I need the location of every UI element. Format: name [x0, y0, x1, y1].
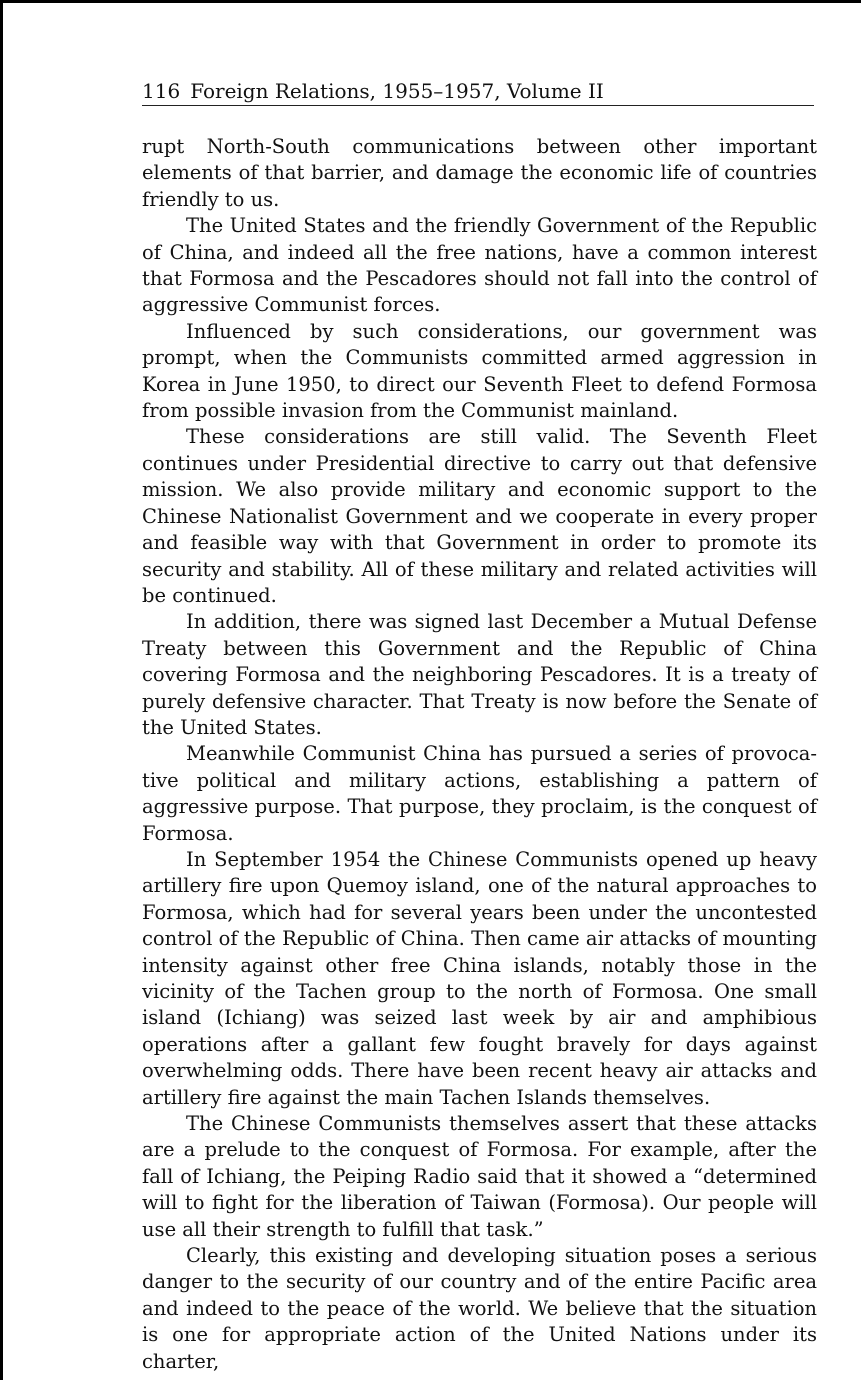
page-number: 116 — [142, 79, 181, 103]
running-title: Foreign Relations, 1955–1957, Volume II — [190, 79, 604, 103]
paragraph-prelude-to-conquest: The Chinese Communists themselves assert that these attacks are a prelude to the conquest of Formosa. For example, after the fall of Ichiang, the Peiping Radio said that it showed a “determined will to fight for the liberation of Taiwan (Formosa). Our people will use all their strength to fulfill that task.” — [142, 1112, 817, 1241]
paragraph-continuation: rupt North-South communications between other important elements of that barrier, and damage the economic life of countries friendly to us. — [142, 135, 817, 211]
paragraph-provocative-actions: Meanwhile Communist China has pursued a series of provocative political and military actions, establishing a pattern of aggressive purpose. That purpose, they proclaim, is the conquest of Formosa. — [142, 742, 817, 845]
paragraph-quemoy-attacks: In September 1954 the Chinese Communists opened up heavy artillery fire upon Quemoy island, one of the natural approaches to Formosa, which had for several years been under the uncontested control of the Republic of China. Then came air attacks of mounting intensity against other free China islands, notably those in the vicinity of the Tachen group to the north of Formosa. One small island (Ichiang) was seized last week by air and amphibious operations after a gallant few fought bravely for days against overwhelming odds. There have been recent heavy air attacks and artillery fire against the main Tachen Islands themselves. — [142, 847, 817, 1109]
running-header — [142, 79, 814, 106]
paragraph-common-interest: The United States and the friendly Government of the Republic of China, and indeed all the free nations, have a common interest that Formosa and the Pescadores should not fall into the control of aggressive Communist forces. — [142, 214, 817, 317]
paragraph-mutual-defense-treaty: In addition, there was signed last December a Mutual Defense Treaty between this Government and the Republic of China covering Formosa and the neighboring Pescadores. It is a treaty of purely defensive character. That Treaty is now before the Senate of the United States. — [142, 610, 817, 739]
body-text — [142, 134, 817, 1375]
paragraph-serious-danger: Clearly, this existing and developing situation poses a serious danger to the security of our country and of the entire Pacific area and indeed to the peace of the world. We believe that the situation is one for appropriate action of the United Nations under its charter, — [142, 1244, 817, 1373]
paragraph-considerations-valid: These considerations are still valid. The Seventh Fleet continues under Presidential directive to carry out that defensive mission. We also provide military and economic support to the Chinese Nationalist Government and we cooperate in every proper and feasible way with that Government in order to promote its security and stability. All of these military and related activities will be continued. — [142, 425, 817, 607]
paragraph-seventh-fleet-1950: Influenced by such considerations, our government was prompt, when the Communists committed armed aggression in Korea in June 1950, to direct our Seventh Fleet to defend Formosa from possible invasion from the Communist mainland. — [142, 319, 817, 423]
